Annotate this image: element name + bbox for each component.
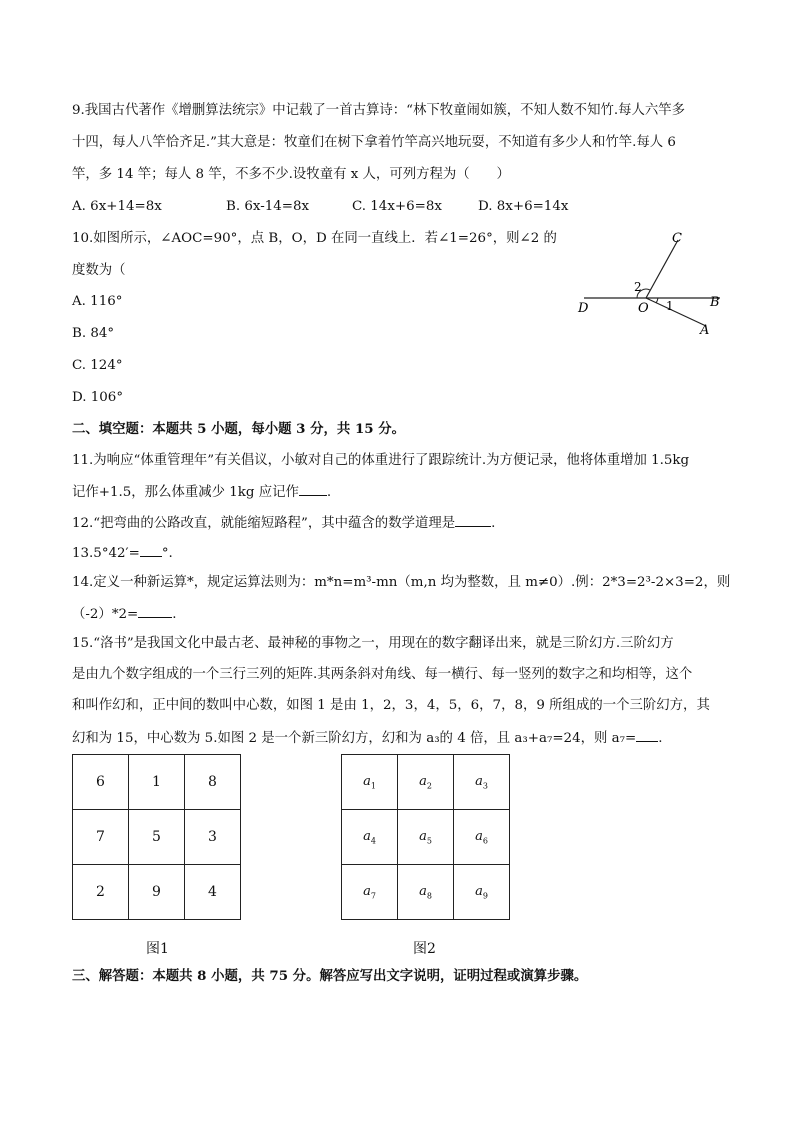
label-o: O xyxy=(638,301,649,316)
q14-line-2: （-2）*2= . xyxy=(72,603,177,625)
q9-option-d: D. 8x+6=14x xyxy=(478,199,569,214)
q15-line-1: 15.“洛书”是我国文化中最古老、最神秘的事物之一，用现在的数字翻译出来，就是三阶幻方.三阶幻方 xyxy=(72,636,674,651)
q11-answer-blank[interactable] xyxy=(299,481,327,496)
grid1-cell: 5 xyxy=(129,810,185,865)
angle-figure xyxy=(570,228,740,338)
q12-answer-blank[interactable] xyxy=(455,512,491,527)
q10-option-a: A. 116° xyxy=(72,294,123,309)
section-2-heading: 二、填空题：本题共 5 小题，每小题 3 分，共 15 分。 xyxy=(72,421,406,437)
label-b: B xyxy=(710,295,720,310)
grid1-cell: 9 xyxy=(129,865,185,920)
label-a: A xyxy=(700,323,710,338)
q14-line-1: 14.定义一种新运算*，规定运算法则为：m*n=m³-mn（m,n 均为整数，且 m≠0）.例：2*3=2³-2×3=2，则 xyxy=(72,575,731,590)
q9-option-a: A. 6x+14=8x xyxy=(72,199,162,214)
grid1-cell: 4 xyxy=(185,865,241,920)
label-d: D xyxy=(578,301,589,316)
q9-option-c: C. 14x+6=8x xyxy=(352,199,442,214)
q11-text: 记作+1.5，那么体重减少 1kg 应记作 xyxy=(72,485,299,500)
q9-line-2: 十四，每人八竿恰齐足.”其大意是：牧童们在树下拿着竹竿高兴地玩耍，不知道有多少人和竹竿.每人 6 xyxy=(72,135,676,150)
label-angle-1: 1 xyxy=(666,299,674,313)
grid1-cell: 3 xyxy=(185,810,241,865)
grid2-cell: $a_7$ xyxy=(342,865,398,920)
grid1-cell: 1 xyxy=(129,755,185,810)
q10-option-b: B. 84° xyxy=(72,326,115,341)
magic-square-figure-1 xyxy=(72,754,241,920)
magic-square-figure-2 xyxy=(341,754,510,920)
q10-option-c: C. 124° xyxy=(72,358,123,373)
grid2-cell: $a_8$ xyxy=(398,865,454,920)
grid2-cell: $a_3$ xyxy=(454,755,510,810)
q9-option-b: B. 6x-14=8x xyxy=(226,199,310,214)
label-angle-2: 2 xyxy=(634,280,642,294)
q15-line-4: 幻和为 15，中心数为 5.如图 2 是一个新三阶幻方，幻和为 a₃的 4 倍，且 a₃+a₇=24，则 a₇= . xyxy=(72,727,662,749)
grid2-cell: $a_1$ xyxy=(342,755,398,810)
grid1-cell: 8 xyxy=(185,755,241,810)
q11-line-1: 11.为响应“体重管理年”有关倡议，小敏对自己的体重进行了跟踪统计.为方便记录，他将体重增加 1.5kg xyxy=(72,453,690,468)
q10-line-2: 度数为（ xyxy=(72,263,126,278)
label-c: C xyxy=(672,231,682,246)
figure-2-caption: 图2 xyxy=(413,941,436,957)
q10-option-d: D. 106° xyxy=(72,390,124,405)
figure-1-caption: 图1 xyxy=(146,941,169,957)
q13-line: 13.5°42′= °. xyxy=(72,542,173,564)
grid2-cell: $a_9$ xyxy=(454,865,510,920)
q9-line-3: 竿，多 14 竿；每人 8 竿，不多不少.设牧童有 x 人，可列方程为（ ） xyxy=(72,167,510,182)
q11-line-2: 记作+1.5，那么体重减少 1kg 应记作 . xyxy=(72,481,331,503)
q10-line-1: 10.如图所示，∠AOC=90°，点 B，O，D 在同一直线上．若∠1=26°，则∠2 的 xyxy=(72,231,557,246)
q15-line-3: 和叫作幻和，正中间的数叫中心数，如图 1 是由 1，2，3，4，5，6，7，8，9 所组成的一个三阶幻方，其 xyxy=(72,698,710,713)
q15-answer-blank[interactable] xyxy=(636,727,658,742)
section-3-heading: 三、解答题：本题共 8 小题，共 75 分。解答应写出文字说明，证明过程或演算步骤。 xyxy=(72,968,588,984)
q13-answer-blank[interactable] xyxy=(140,542,162,557)
grid2-cell: $a_6$ xyxy=(454,810,510,865)
grid1-cell: 2 xyxy=(73,865,129,920)
q15-line-2: 是由九个数字组成的一个三行三列的矩阵.其两条斜对角线、每一横行、每一竖列的数字之和均相等，这个 xyxy=(72,667,693,682)
grid1-cell: 6 xyxy=(73,755,129,810)
grid1-cell: 7 xyxy=(73,810,129,865)
q12-line: 12.“把弯曲的公路改直，就能缩短路程”，其中蕴含的数学道理是 . xyxy=(72,512,495,534)
q14-answer-blank[interactable] xyxy=(138,603,172,618)
q9-line-1: 9.我国古代著作《增删算法统宗》中记载了一首古算诗：“林下牧童闹如簇，不知人数不知竹.每人六竿多 xyxy=(72,103,686,118)
grid2-cell: $a_2$ xyxy=(398,755,454,810)
grid2-cell: $a_4$ xyxy=(342,810,398,865)
grid2-cell: $a_5$ xyxy=(398,810,454,865)
